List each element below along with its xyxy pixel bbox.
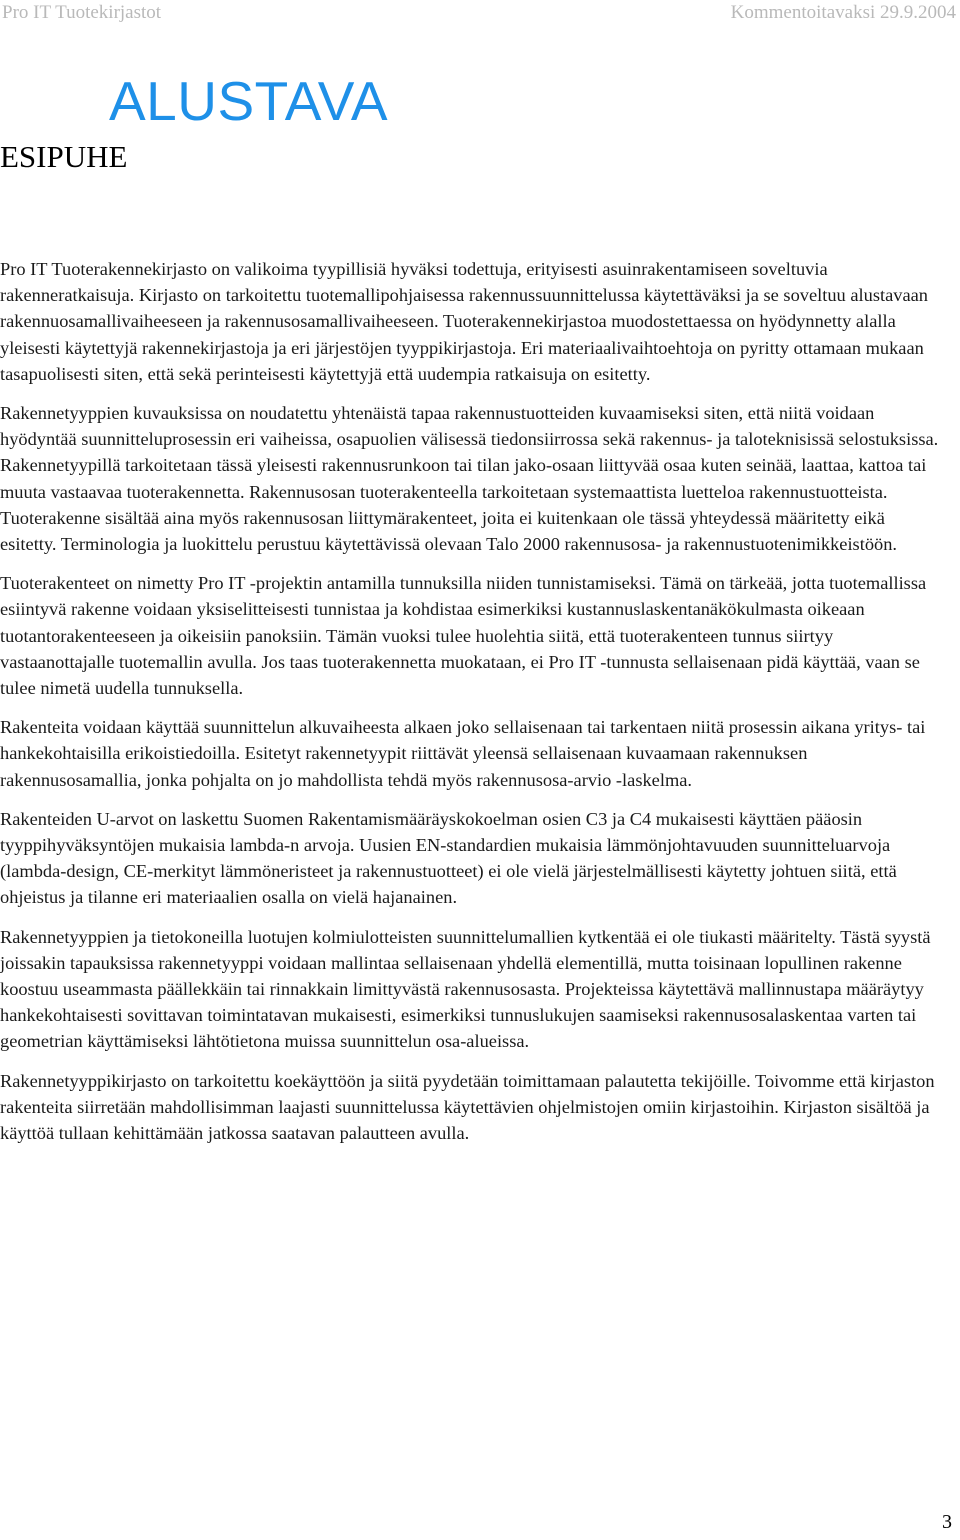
paragraph-u-values: Rakenteiden U-arvot on laskettu Suomen Rakentamismääräyskokoelman osien C3 ja C4 mukaisesti käyttäen pääosin tyyppihyväksyntöjen mukaisia lambda-n arvoja. Uusien EN-standardien mukaisia lämmönjohtavuuden suunnitteluarvoja (lambda-design, CE-merkityt lämmöneristeet ja rakennustuotteet) ei ole vielä järjestelmällisesti käytetty johtuen siitä, että ohjeistus ja tilanne eri materiaalien osalla on vielä hajanainen.	[0, 808, 897, 908]
draft-stamp: ALUSTAVA	[109, 70, 389, 132]
paragraph-descriptions: Rakennetyyppien kuvauksissa on noudatettu yhtenäistä tapaa rakennustuotteiden kuvaamiseksi siten, että niitä voidaan hyödyntää suunnitteluprosessin eri vaiheissa, osapuolien välisessä tiedonsiirrossa sekä rakennus- ja taloteknisissä selostuksissa. Rakennetyypillä tarkoitetaan tässä yleisesti rakennusrunkoon tai tilan jako-osaan liittyvää osaa kuten seinää, laattaa, kattoa tai muuta vastaavaa tuoterakennetta. Rakennusosan tuoterakenteella tarkoitetaan systemaattista luetteloa rakennustuotteista. Tuoterakenne sisältää aina myös rakennusosan liittymärakenteet, joita ei kuitenkaan ole tässä yhteydessä määritetty eikä esitetty. Terminologia ja luokittelu perustuu käytettävissä olevaan Talo 2000 rakennusosa- ja rakennustuotenimikkeistöön.	[0, 403, 939, 555]
page-number: 3	[942, 1511, 952, 1533]
section-heading: ESIPUHE	[0, 139, 128, 174]
paragraph-usage: Rakenteita voidaan käyttää suunnittelun alkuvaiheesta alkaen joko sellaisenaan tai tarkentaen niitä prosessin aikana yritys- tai hankekohtaisilla erikoistiedoilla. Esitetyt rakennetyypit riittävät yleensä sellaisenaan kuvaamaan rakennuksen rakennusosamallia, jonka pohjalta on jo mahdollista tehdä myös rakennusosa-arvio -laskelma.	[0, 717, 926, 790]
paragraph-intro: Pro IT Tuoterakennekirjasto on valikoima tyypillisiä hyväksi todettuja, erityisesti asuinrakentamiseen soveltuvia rakenneratkaisuja. Kirjasto on tarkoitettu tuotemallipohjaisessa rakennussuunnittelussa käytettäväksi ja se soveltuu alustavaan rakennuosamallivaiheeseen ja rakennusosamallivaiheeseen. Tuoterakennekirjastoa muodostettaessa on hyödynnetty alalla yleisesti käytettyjä rakennekirjastoja ja eri järjestöjen tyyppikirjastoja. Eri materiaalivaihtoehtoja on pyritty ottamaan mukaan tasapuolisesti siten, että sekä perinteisesti käytettyjä että uudempia ratkaisuja on esitetty.	[0, 259, 928, 384]
header-document-title: Pro IT Tuotekirjastot	[2, 2, 162, 23]
paragraph-feedback: Rakennetyyppikirjasto on tarkoitettu koekäyttöön ja siitä pyydetään toimittamaan palautetta tekijöille. Toivomme että kirjaston rakenteita siirretään mahdollisimman laajasti suunnittelussa käytettävien ohjelmistojen omiin kirjastoihin. Kirjaston sisältöä ja käyttöä tullaan kehittämään jatkossa saatavan palautteen avulla.	[0, 1070, 935, 1144]
paragraph-identifiers: Tuoterakenteet on nimetty Pro IT -projektin antamilla tunnuksilla niiden tunnistamiseksi. Tämä on tärkeää, jotta tuotemallissa esiintyvä rakenne voidaan yksiselitteisesti tunnistaa ja kohdistaa esimerkiksi kustannuslaskentanäkökulmasta oikeaan tuotantorakenteeseen ja oikeisiin panoksiin. Tämän vuoksi tulee huolehtia siitä, että tuoterakenteen tunnus siirtyy vastaanottajalle tuotemallin avulla. Jos taas tuoterakennetta muokataan, ei Pro IT -tunnusta sellaisenaan pidä käyttää, vaan se tulee nimetä uudella tunnuksella.	[0, 573, 927, 699]
paragraph-modelling: Rakennetyyppien ja tietokoneilla luotujen kolmiulotteisten suunnittelumallien kytkentää ei ole tiukasti määritelty. Tästä syystä joissakin tapauksissa rakennetyyppi voidaan mallintaa sellaisenaan yhdellä elementillä, mutta toisinaan lopullinen rakenne koostuu useammasta päällekkäin tai rinnakkain limittyvästä rakennusosasta. Projekteissa käytettävä mallinnustapa määräytyy hankekohtaisesti sovittavan toimintatavan mukaisesti, esimerkiksi tunnuslukujen saamiseksi rakennusosalaskentaa varten tai geometrian käyttämiseksi lähtötietona muissa suunnittelun osa-alueissa.	[0, 926, 931, 1052]
body-text	[0, 256, 940, 1159]
page-header	[0, 0, 960, 30]
header-review-note: Kommentoitavaksi 29.9.2004	[730, 2, 956, 23]
